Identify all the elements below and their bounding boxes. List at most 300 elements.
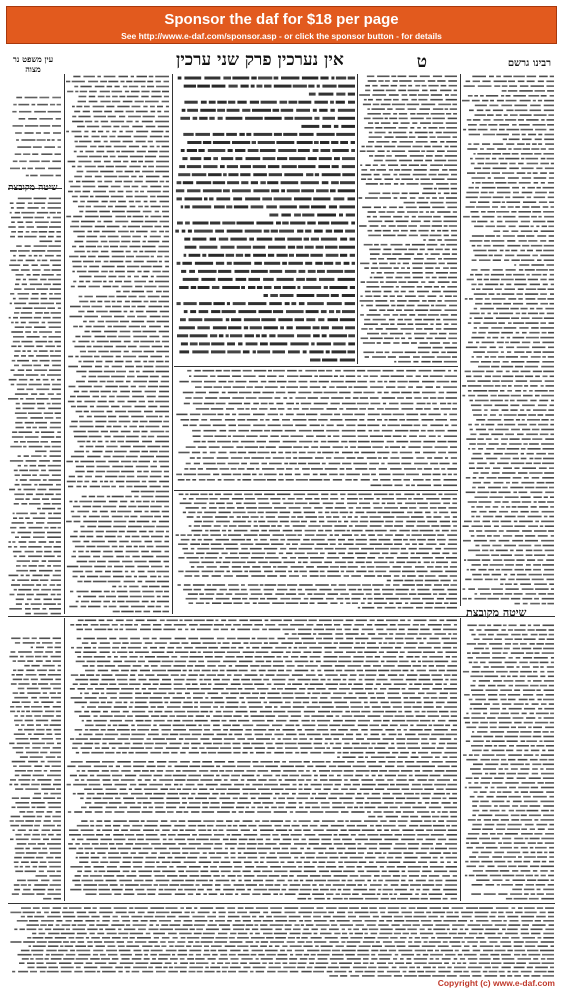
- text-line-segment: [319, 93, 334, 96]
- text-line-segment: [463, 525, 469, 527]
- text-line-segment: [21, 322, 26, 324]
- text-line-segment: [25, 125, 38, 127]
- text-line-segment: [334, 589, 346, 591]
- text-line-segment: [275, 593, 284, 595]
- text-line-segment: [286, 386, 298, 388]
- text-line-segment: [30, 465, 36, 467]
- text-line-segment: [354, 452, 359, 454]
- text-line-segment: [20, 441, 26, 443]
- text-line-segment: [501, 676, 506, 678]
- text-line-segment: [510, 409, 517, 411]
- sponsor-subtitle[interactable]: See http://www.e-daf.com/sponsor.asp - or click the sponsor button - for details: [121, 31, 442, 41]
- text-line-segment: [508, 206, 514, 208]
- text-line-segment: [57, 212, 61, 214]
- text-line-segment: [493, 168, 507, 170]
- text-line-segment: [299, 302, 305, 305]
- text-line-segment: [347, 457, 356, 459]
- text-line-segment: [450, 183, 457, 185]
- text-line-segment: [131, 161, 137, 163]
- text-line-segment: [486, 458, 497, 460]
- text-line-segment: [94, 206, 106, 208]
- text-line-segment: [344, 521, 348, 523]
- text-line-segment: [69, 386, 76, 388]
- text-line-segment: [213, 326, 227, 329]
- text-line-segment: [98, 521, 111, 523]
- text-line-segment: [439, 575, 448, 577]
- text-line-segment: [54, 546, 62, 548]
- text-line-segment: [330, 602, 337, 604]
- text-line-segment: [426, 211, 429, 213]
- text-line-segment: [464, 559, 466, 561]
- text-line-segment: [114, 521, 127, 523]
- text-line-segment: [36, 355, 49, 357]
- text-line-segment: [189, 525, 192, 527]
- text-line-segment: [409, 291, 414, 293]
- text-line-segment: [125, 536, 130, 538]
- text-line-segment: [303, 507, 311, 509]
- text-line-segment: [501, 438, 508, 440]
- text-line-segment: [466, 81, 471, 83]
- text-line-segment: [52, 365, 61, 367]
- text-line-segment: [530, 643, 535, 645]
- text-line-segment: [308, 270, 316, 273]
- text-line-segment: [430, 463, 438, 465]
- text-line-segment: [223, 562, 231, 564]
- text-line-segment: [319, 521, 324, 523]
- text-line-segment: [504, 574, 507, 576]
- text-line-segment: [78, 596, 81, 598]
- text-line-segment: [477, 463, 487, 465]
- text-line-segment: [381, 333, 387, 335]
- text-line-segment: [227, 302, 230, 305]
- text-line-segment: [269, 214, 278, 217]
- text-line-segment: [162, 341, 169, 343]
- text-line-segment: [372, 94, 386, 96]
- text-line-segment: [146, 176, 159, 178]
- text-line-segment: [279, 474, 283, 476]
- text-line-segment: [133, 421, 139, 423]
- text-line-segment: [548, 182, 554, 184]
- text-line-segment: [127, 316, 135, 318]
- text-line-segment: [104, 481, 108, 483]
- text-line-segment: [70, 591, 73, 593]
- text-line-segment: [540, 322, 546, 324]
- text-line-segment: [431, 562, 434, 564]
- text-line-segment: [444, 566, 449, 568]
- text-line-segment: [104, 301, 110, 303]
- text-line-segment: [385, 607, 396, 609]
- text-line-segment: [37, 489, 46, 491]
- text-line-segment: [545, 143, 554, 145]
- text-line-segment: [389, 118, 397, 120]
- text-line-segment: [407, 104, 420, 106]
- text-line-segment: [96, 311, 108, 313]
- text-line-segment: [351, 521, 358, 523]
- text-line-segment: [490, 129, 497, 131]
- text-line-segment: [505, 453, 518, 455]
- text-line-segment: [311, 205, 326, 208]
- text-line-segment: [180, 503, 192, 505]
- text-line-segment: [128, 411, 142, 413]
- text-line-segment: [415, 178, 419, 180]
- text-line-segment: [184, 101, 197, 104]
- text-line-segment: [84, 266, 87, 268]
- text-line-segment: [421, 281, 425, 283]
- text-line-segment: [134, 576, 137, 578]
- text-line-segment: [368, 178, 372, 180]
- text-line-segment: [449, 507, 458, 509]
- text-line-segment: [491, 434, 503, 436]
- text-line-segment: [233, 512, 246, 514]
- text-line-segment: [522, 501, 531, 503]
- text-line-segment: [80, 351, 86, 353]
- sponsor-title[interactable]: Sponsor the daf for $18 per page: [164, 11, 399, 28]
- lower-commentary-block: [174, 492, 458, 610]
- text-line-segment: [503, 791, 512, 793]
- text-line-segment: [483, 168, 491, 170]
- text-line-segment: [547, 158, 554, 160]
- text-line-segment: [387, 425, 399, 427]
- text-line-segment: [435, 566, 442, 568]
- text-line-segment: [151, 256, 154, 258]
- text-line-segment: [490, 810, 500, 812]
- text-line-segment: [533, 666, 539, 668]
- text-line-segment: [261, 403, 268, 405]
- text-line-segment: [153, 611, 161, 613]
- text-line-segment: [445, 239, 458, 241]
- text-line-segment: [293, 446, 302, 448]
- text-line-segment: [271, 189, 279, 192]
- text-line-segment: [108, 206, 113, 208]
- text-line-segment: [340, 318, 355, 321]
- text-line-segment: [442, 253, 450, 255]
- text-line-segment: [209, 507, 217, 509]
- text-line-segment: [32, 264, 38, 266]
- text-line-segment: [542, 731, 548, 733]
- text-line-segment: [97, 466, 110, 468]
- text-line-segment: [90, 391, 99, 393]
- text-line-segment: [165, 261, 169, 263]
- text-line-segment: [513, 477, 522, 479]
- text-line-segment: [548, 347, 554, 349]
- text-line-segment: [87, 536, 94, 538]
- text-line-segment: [105, 361, 112, 363]
- text-line-segment: [394, 267, 399, 269]
- text-line-segment: [80, 426, 94, 428]
- text-line-segment: [399, 281, 407, 283]
- text-line-segment: [233, 474, 241, 476]
- text-line-segment: [48, 168, 61, 170]
- text-line-segment: [24, 489, 36, 491]
- text-line-segment: [213, 141, 230, 144]
- text-line-segment: [66, 521, 72, 523]
- text-line-segment: [416, 141, 428, 143]
- text-line-segment: [545, 550, 554, 552]
- text-line-segment: [98, 526, 111, 528]
- text-line-segment: [56, 417, 61, 419]
- text-line-segment: [416, 607, 423, 609]
- text-line-segment: [128, 226, 140, 228]
- text-line-segment: [547, 221, 554, 223]
- text-line-segment: [408, 225, 417, 227]
- text-line-segment: [538, 298, 546, 300]
- text-line-segment: [452, 342, 457, 344]
- text-line-segment: [530, 713, 534, 715]
- text-line-segment: [361, 328, 367, 330]
- text-line-segment: [129, 521, 136, 523]
- text-line-segment: [74, 111, 80, 113]
- text-line-segment: [476, 554, 490, 556]
- text-line-segment: [21, 269, 30, 271]
- text-line-segment: [93, 396, 100, 398]
- text-line-segment: [284, 562, 296, 564]
- text-line-segment: [470, 317, 472, 319]
- text-line-segment: [334, 157, 340, 160]
- text-line-segment: [506, 143, 514, 145]
- text-line-segment: [56, 175, 61, 177]
- text-line-segment: [177, 302, 181, 305]
- text-line-segment: [540, 759, 548, 761]
- text-line-segment: [179, 326, 195, 329]
- text-line-segment: [105, 386, 117, 388]
- text-line-segment: [390, 468, 402, 470]
- text-line-segment: [182, 230, 186, 233]
- text-line-segment: [133, 336, 147, 338]
- text-line-segment: [527, 361, 540, 363]
- text-line-segment: [340, 593, 349, 595]
- text-line-segment: [453, 525, 457, 527]
- text-line-segment: [445, 146, 449, 148]
- text-line-segment: [39, 350, 48, 352]
- text-line-segment: [346, 425, 355, 427]
- text-line-segment: [389, 169, 393, 171]
- text-line-segment: [399, 419, 405, 421]
- text-line-segment: [47, 250, 61, 252]
- text-line-segment: [331, 77, 334, 80]
- text-line-segment: [329, 463, 341, 465]
- text-line-segment: [126, 381, 131, 383]
- text-line-segment: [549, 685, 554, 687]
- text-line-segment: [474, 598, 486, 600]
- text-line-segment: [434, 584, 442, 586]
- text-line-segment: [112, 211, 125, 213]
- text-line-segment: [56, 231, 61, 233]
- text-line-segment: [551, 535, 554, 537]
- text-line-segment: [280, 521, 289, 523]
- text-line-segment: [144, 286, 156, 288]
- text-line-segment: [273, 370, 285, 372]
- text-line-segment: [474, 521, 480, 523]
- text-line-segment: [285, 474, 292, 476]
- text-line-segment: [306, 566, 314, 568]
- text-line-segment: [284, 117, 293, 120]
- text-line-segment: [135, 201, 140, 203]
- text-line-segment: [70, 306, 81, 308]
- text-line-segment: [396, 602, 402, 604]
- text-line-segment: [473, 390, 487, 392]
- text-line-segment: [519, 124, 530, 126]
- text-line-segment: [467, 172, 475, 174]
- text-line-segment: [142, 431, 148, 433]
- text-line-segment: [231, 318, 241, 321]
- text-line-segment: [277, 589, 287, 591]
- text-line-segment: [131, 541, 142, 543]
- text-line-segment: [261, 530, 267, 532]
- text-line-segment: [283, 286, 296, 289]
- text-line-segment: [382, 397, 395, 399]
- text-line-segment: [89, 561, 96, 563]
- text-line-segment: [33, 331, 37, 333]
- text-line-segment: [415, 132, 428, 134]
- text-line-segment: [506, 129, 519, 131]
- text-line-segment: [474, 638, 480, 640]
- text-line-segment: [534, 177, 547, 179]
- text-line-segment: [415, 338, 425, 340]
- text-line-segment: [288, 350, 300, 353]
- text-line-segment: [543, 371, 554, 373]
- text-line-segment: [488, 699, 497, 701]
- text-line-segment: [295, 474, 301, 476]
- text-line-segment: [468, 588, 475, 590]
- text-line-segment: [375, 155, 385, 157]
- text-line-segment: [194, 575, 199, 577]
- text-line-segment: [36, 288, 48, 290]
- text-line-segment: [543, 448, 555, 450]
- text-line-segment: [18, 532, 32, 534]
- text-line-segment: [156, 501, 169, 503]
- text-line-segment: [466, 777, 473, 779]
- text-line-segment: [513, 643, 519, 645]
- text-line-segment: [548, 332, 554, 334]
- text-line-segment: [80, 536, 86, 538]
- text-line-segment: [27, 599, 32, 601]
- text-line-segment: [393, 539, 402, 541]
- text-line-segment: [294, 571, 298, 573]
- text-line-segment: [98, 256, 109, 258]
- text-line-segment: [529, 777, 541, 779]
- text-line-segment: [44, 455, 47, 457]
- text-line-segment: [418, 99, 427, 101]
- text-line-segment: [47, 532, 61, 534]
- text-line-segment: [523, 657, 532, 659]
- text-line-segment: [550, 722, 554, 724]
- text-line-segment: [195, 370, 201, 372]
- text-line-segment: [412, 216, 416, 218]
- text-line-segment: [526, 337, 539, 339]
- text-line-segment: [272, 419, 279, 421]
- text-line-segment: [317, 452, 321, 454]
- text-line-segment: [321, 498, 328, 500]
- text-line-segment: [472, 652, 479, 654]
- text-line-segment: [522, 713, 527, 715]
- text-line-segment: [501, 713, 509, 715]
- text-line-segment: [276, 403, 283, 405]
- text-line-segment: [14, 470, 18, 472]
- text-line-segment: [443, 291, 457, 293]
- text-line-segment: [329, 205, 337, 208]
- text-line-segment: [132, 186, 139, 188]
- text-line-segment: [443, 267, 449, 269]
- text-line-segment: [321, 425, 324, 427]
- text-line-segment: [478, 332, 485, 334]
- text-line-segment: [539, 467, 547, 469]
- text-line-segment: [547, 264, 555, 266]
- text-line-segment: [534, 819, 538, 821]
- text-line-segment: [129, 166, 140, 168]
- text-line-segment: [353, 463, 367, 465]
- text-line-segment: [491, 588, 503, 590]
- sponsor-banner[interactable]: [6, 6, 557, 44]
- text-line-segment: [515, 603, 520, 605]
- text-line-segment: [79, 361, 82, 363]
- text-line-segment: [115, 206, 127, 208]
- text-line-segment: [396, 286, 399, 288]
- text-line-segment: [204, 539, 213, 541]
- text-line-segment: [76, 466, 84, 468]
- text-line-segment: [522, 648, 532, 650]
- text-line-segment: [390, 548, 399, 550]
- text-line-segment: [373, 118, 384, 120]
- text-line-segment: [375, 132, 386, 134]
- text-line-segment: [410, 155, 424, 157]
- text-line-segment: [325, 512, 329, 514]
- text-line-segment: [142, 481, 146, 483]
- text-line-segment: [397, 498, 407, 500]
- text-line-segment: [488, 598, 499, 600]
- text-line-segment: [536, 168, 542, 170]
- text-line-segment: [249, 238, 254, 241]
- text-line-segment: [80, 151, 83, 153]
- text-line-segment: [264, 474, 277, 476]
- text-line-segment: [374, 207, 381, 209]
- text-line-segment: [80, 446, 84, 448]
- text-line-segment: [480, 593, 491, 595]
- text-line-segment: [218, 270, 231, 273]
- text-line-segment: [101, 121, 108, 123]
- text-line-segment: [368, 230, 373, 232]
- text-line-segment: [485, 163, 498, 165]
- text-line-segment: [129, 371, 134, 373]
- text-line-segment: [202, 575, 209, 577]
- text-line-segment: [310, 602, 315, 604]
- text-line-segment: [446, 122, 457, 124]
- text-line-segment: [548, 676, 554, 678]
- text-line-segment: [515, 569, 524, 571]
- text-line-segment: [228, 173, 238, 176]
- text-line-segment: [202, 534, 209, 536]
- text-line-segment: [162, 426, 169, 428]
- text-line-segment: [187, 534, 192, 536]
- text-line-segment: [125, 496, 132, 498]
- text-line-segment: [34, 599, 40, 601]
- text-line-segment: [502, 153, 510, 155]
- text-line-segment: [486, 740, 490, 742]
- text-line-segment: [495, 815, 508, 817]
- text-line-segment: [70, 316, 83, 318]
- text-line-segment: [468, 395, 475, 397]
- text-line-segment: [368, 235, 381, 237]
- text-line-segment: [36, 522, 44, 524]
- text-line-segment: [409, 193, 419, 195]
- text-line-segment: [153, 266, 162, 268]
- text-line-segment: [182, 109, 186, 112]
- text-line-segment: [494, 85, 500, 87]
- text-line-segment: [499, 158, 505, 160]
- text-line-segment: [48, 393, 54, 395]
- text-line-segment: [119, 96, 125, 98]
- text-line-segment: [323, 117, 336, 120]
- text-line-segment: [501, 332, 513, 334]
